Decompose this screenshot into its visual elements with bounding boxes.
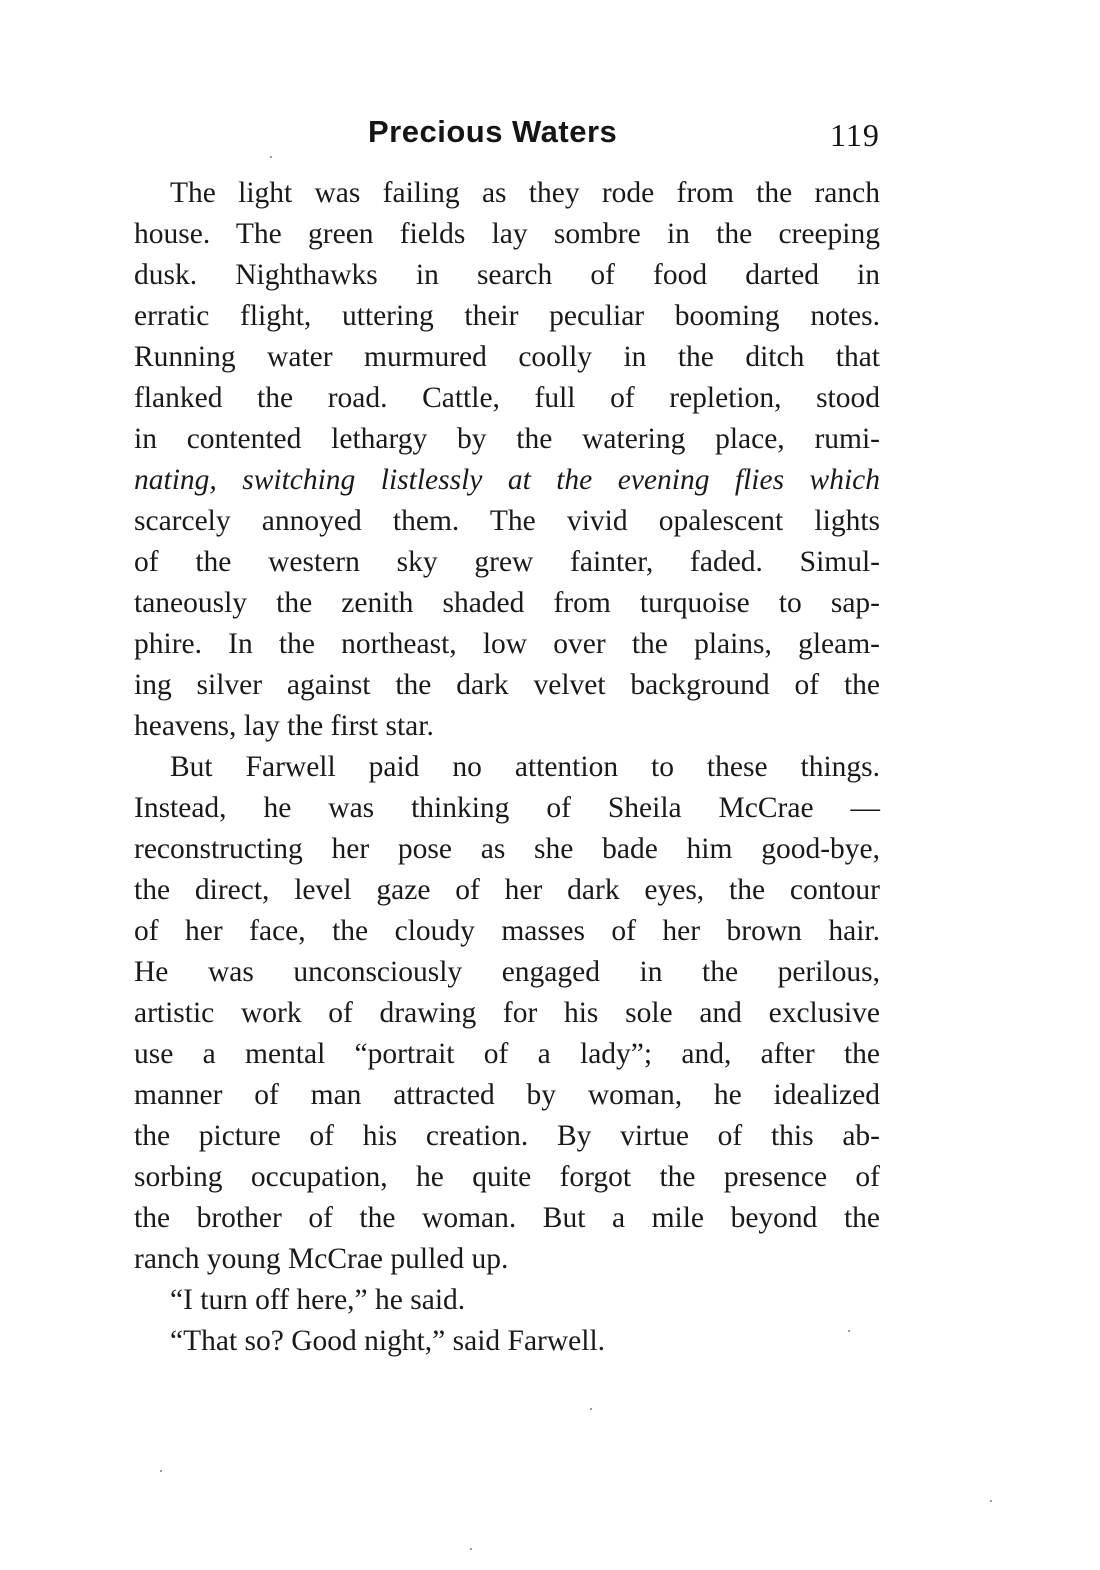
text-line: the picture of his creation. By virtue of this ab- — [134, 1120, 880, 1152]
text-line: in contented lethargy by the watering place, rumi- — [134, 423, 880, 455]
text-line: The light was failing as they rode from the ranch — [170, 177, 880, 209]
text-line: He was unconsciously engaged in the perilous, — [134, 956, 880, 988]
paragraph — [134, 747, 880, 1280]
text-line: nating, switching listlessly at the evening flies which — [134, 464, 880, 496]
text-line: ranch young McCrae pulled up. — [134, 1243, 509, 1275]
text-line: “That so? Good night,” said Farwell. — [170, 1325, 606, 1357]
text-line: But Farwell paid no attention to these things. — [170, 751, 880, 783]
scan-speck — [990, 1500, 992, 1502]
scan-speck — [160, 1470, 162, 1472]
text-line: Instead, he was thinking of Sheila McCrae — — [134, 792, 880, 824]
text-line: the brother of the woman. But a mile beyond the — [134, 1202, 880, 1234]
text-line: ing silver against the dark velvet background of the — [134, 669, 880, 701]
text-line: phire. In the northeast, low over the plains, gleam- — [134, 628, 880, 660]
text-line: use a mental “portrait of a lady”; and, after the — [134, 1038, 880, 1070]
page-number: 119 — [830, 117, 880, 153]
scan-speck — [470, 1548, 472, 1550]
text-line: erratic flight, uttering their peculiar booming notes. — [134, 300, 880, 332]
scan-speck — [848, 1330, 850, 1332]
scan-speck — [270, 156, 272, 158]
text-line: Running water murmured coolly in the ditch that — [134, 341, 880, 373]
text-line: dusk. Nighthawks in search of food darted in — [134, 259, 880, 291]
text-line: flanked the road. Cattle, full of repletion, stood — [134, 382, 880, 414]
text-line: heavens, lay the first star. — [134, 710, 434, 742]
body-text — [134, 173, 880, 1362]
text-line: reconstructing her pose as she bade him good-bye, — [134, 833, 880, 865]
paragraph — [134, 1321, 880, 1362]
text-line: manner of man attracted by woman, he idealized — [134, 1079, 880, 1111]
text-line: of her face, the cloudy masses of her brown hair. — [134, 915, 880, 947]
running-title: Precious Waters — [368, 114, 618, 149]
text-line: of the western sky grew fainter, faded. Simul- — [134, 546, 880, 578]
paragraph — [134, 1280, 880, 1321]
scan-speck — [590, 1408, 592, 1410]
text-line: the direct, level gaze of her dark eyes, the contour — [134, 874, 880, 906]
text-line: sorbing occupation, he quite forgot the presence of — [134, 1161, 880, 1193]
text-line: scarcely annoyed them. The vivid opalescent lights — [134, 505, 880, 537]
paragraph — [134, 173, 880, 747]
text-line: taneously the zenith shaded from turquoise to sap- — [134, 587, 880, 619]
text-line: house. The green fields lay sombre in the creeping — [134, 218, 880, 250]
text-line: “I turn off here,” he said. — [170, 1284, 466, 1316]
text-line: artistic work of drawing for his sole and exclusive — [134, 997, 880, 1029]
